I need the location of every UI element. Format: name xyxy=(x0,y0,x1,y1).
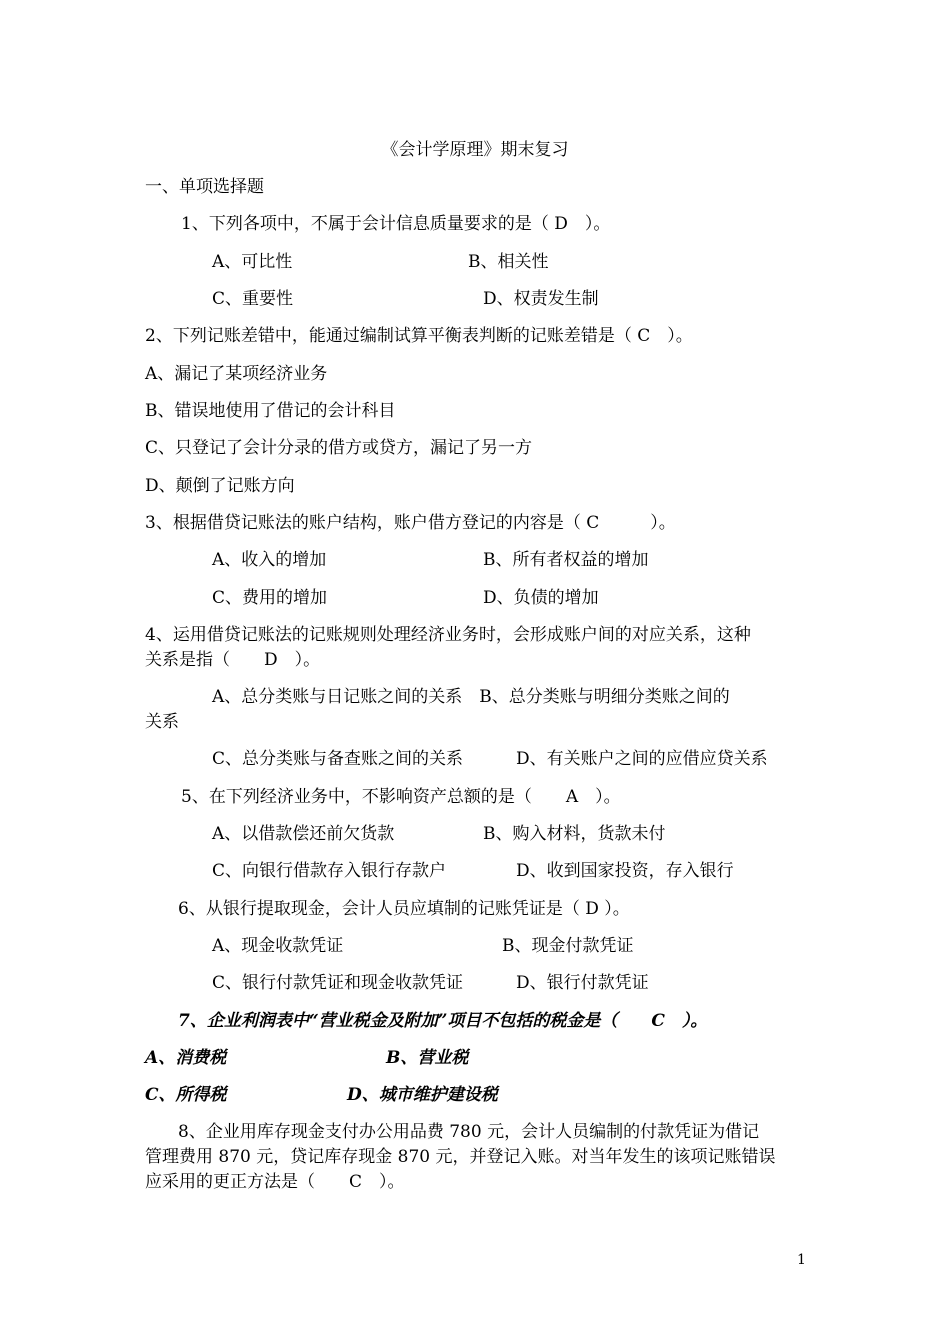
question-5-option-d: D、收到国家投资，存入银行 xyxy=(516,861,734,881)
question-5-option-c: C、向银行借款存入银行存款户 xyxy=(212,861,447,881)
question-7-stem: 7、企业利润表中“营业税金及附加”项目不包括的税金是（ C ）。 xyxy=(178,1011,708,1031)
question-6-option-c: C、银行付款凭证和现金收款凭证 xyxy=(212,973,464,993)
question-2-option-d: D、颠倒了记账方向 xyxy=(145,476,295,496)
question-6-option-b: B、现金付款凭证 xyxy=(502,936,634,956)
question-6-option-a: A、现金收款凭证 xyxy=(212,936,344,956)
question-4-option-c: C、总分类账与备查账之间的关系 xyxy=(212,749,464,769)
question-7-option-b: B、营业税 xyxy=(386,1048,469,1068)
question-3-stem: 3、根据借贷记账法的账户结构，账户借方登记的内容是（ C ）。 xyxy=(145,513,676,533)
question-1-option-a: A、可比性 xyxy=(212,252,293,272)
question-5-option-b: B、购入材料，货款未付 xyxy=(483,824,666,844)
section-heading: 一、单项选择题 xyxy=(145,177,264,197)
question-1-stem: 1、下列各项中，不属于会计信息质量要求的是（ D ）。 xyxy=(181,214,611,234)
question-3-option-d: D、负债的增加 xyxy=(483,588,599,608)
question-4-options-ab-line-2: 关系 xyxy=(145,712,179,732)
question-4-stem-line-2: 关系是指（ D ）。 xyxy=(145,650,321,670)
question-2-option-c: C、只登记了会计分录的借方或贷方，漏记了另一方 xyxy=(145,438,533,458)
question-4-option-d: D、有关账户之间的应借应贷关系 xyxy=(516,749,768,769)
question-4-options-ab-line-1: A、总分类账与日记账之间的关系 B、总分类账与明细分类账之间的 xyxy=(212,687,730,707)
question-7-option-a: A、消费税 xyxy=(145,1048,227,1068)
question-2-option-a: A、漏记了某项经济业务 xyxy=(145,364,328,384)
question-8-line-2: 管理费用 870 元，贷记库存现金 870 元，并登记入账。对当年发生的该项记账错误 xyxy=(145,1147,776,1167)
question-3-option-a: A、收入的增加 xyxy=(212,550,327,570)
question-8-line-1: 8、企业用库存现金支付办公用品费 780 元，会计人员编制的付款凭证为借记 xyxy=(178,1122,760,1142)
question-2-stem: 2、下列记账差错中，能通过编制试算平衡表判断的记账差错是（ C ）。 xyxy=(145,326,693,346)
question-1-option-c: C、重要性 xyxy=(212,289,294,309)
question-8-line-3: 应采用的更正方法是（ C ）。 xyxy=(145,1172,405,1192)
question-3-option-c: C、费用的增加 xyxy=(212,588,328,608)
question-7-option-c: C、所得税 xyxy=(145,1085,227,1105)
question-1-option-d: D、权责发生制 xyxy=(483,289,599,309)
question-5-stem: 5、在下列经济业务中，不影响资产总额的是（ A ）。 xyxy=(181,787,621,807)
question-7-option-d: D、城市维护建设税 xyxy=(347,1085,498,1105)
question-2-option-b: B、错误地使用了借记的会计科目 xyxy=(145,401,396,421)
question-6-option-d: D、银行付款凭证 xyxy=(516,973,649,993)
page-number: 1 xyxy=(797,1252,806,1268)
question-1-option-b: B、相关性 xyxy=(468,252,549,272)
question-3-option-b: B、所有者权益的增加 xyxy=(483,550,649,570)
page-title: 《会计学原理》期末复习 xyxy=(381,140,569,160)
question-6-stem: 6、从银行提取现金，会计人员应填制的记账凭证是（ D ）。 xyxy=(178,899,630,919)
question-5-option-a: A、以借款偿还前欠货款 xyxy=(212,824,395,844)
question-4-stem-line-1: 4、运用借贷记账法的记账规则处理经济业务时，会形成账户间的对应关系，这种 xyxy=(145,625,751,645)
